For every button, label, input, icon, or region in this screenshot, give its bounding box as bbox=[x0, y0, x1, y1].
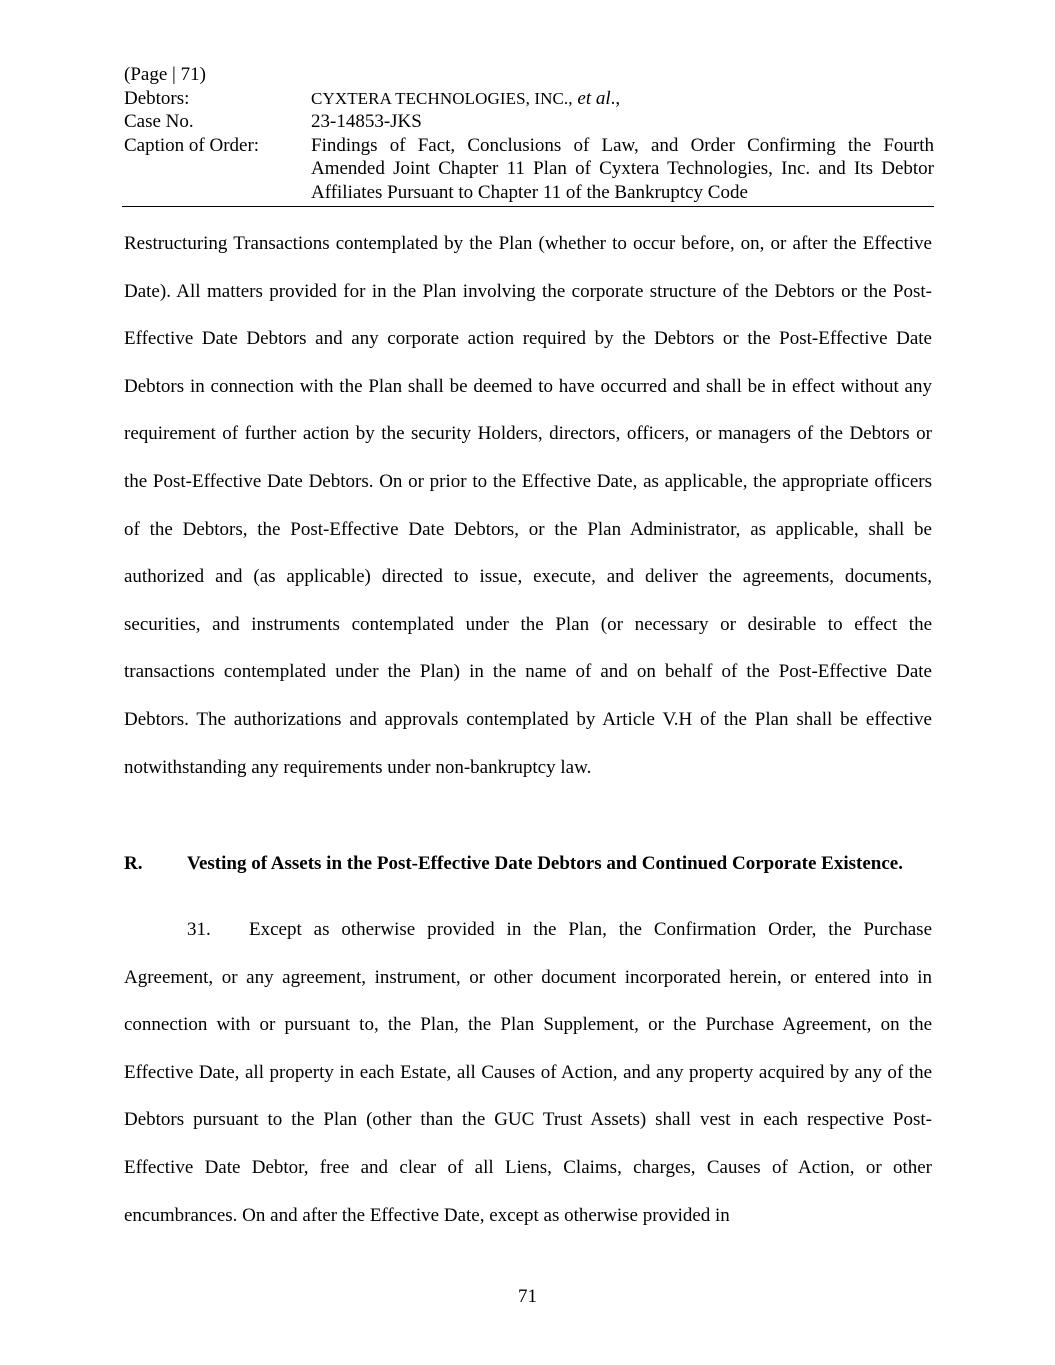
case-value: 23-14853-JKS bbox=[311, 111, 422, 132]
case-label: Case No. bbox=[124, 111, 194, 132]
page-number: 71 bbox=[518, 1286, 537, 1307]
debtors-etal: et al bbox=[577, 87, 611, 109]
header-divider bbox=[122, 206, 934, 207]
caption-label: Caption of Order: bbox=[124, 134, 260, 156]
section-title: Vesting of Assets in the Post-Effective Date Debtors and Continued Corporate Existence. bbox=[187, 853, 903, 874]
body-paragraph-2 bbox=[124, 906, 932, 1239]
case-row bbox=[124, 110, 934, 134]
body-paragraph-1: Restructuring Transactions contemplated by the Plan (whether to occur before, on, or after the Effective Date). All matters provided for in the Plan involving the corporate structure of the Debtors or the Post-Effective Date Debtors and any corporate action required by the Debtors or the Post-Effective Date Debtors in connection with the Plan shall be deemed to have occurred and shall be in effect without any requirement of further action by the security Holders, directors, officers, or managers of the Debtors or the Post-Effective Date Debtors. On or prior to the Effective Date, as applicable, the appropriate officers of the Debtors, the Post-Effective Date Debtors, or the Plan Administrator, as applicable, shall be authorized and (as applicable) directed to issue, execute, and deliver the agreements, documents, securities, and instruments contemplated under the Plan (or necessary or desirable to effect the transactions contemplated under the Plan) in the name of and on behalf of the Post-Effective Date Debtors. The authorizations and approvals contemplated by Article V.H of the Plan shall be effective notwithstanding any requirements under non-bankruptcy law. bbox=[124, 233, 932, 778]
debtors-name: CYXTERA TECHNOLOGIES, INC., bbox=[311, 88, 573, 108]
debtors-label: Debtors: bbox=[124, 87, 190, 109]
debtors-row bbox=[124, 87, 934, 111]
caption-value: Findings of Fact, Conclusions of Law, and Order Confirming the Fourth Amended Joint Chapter 11 Plan of Cyxtera Technologies, Inc. and Its Debtor Affiliates Pursuant to Chapter 11 of the Bankruptcy Code bbox=[311, 134, 934, 203]
paragraph-2-text: Except as otherwise provided in the Plan, the Confirmation Order, the Purchase Agreement, or any agreement, instrument, or other document incorporated herein, or entered into in connection with or pursuant to, the Plan, the Plan Supplement, or the Purchase Agreement, on the Effective Date, all property in each Estate, all Causes of Action, and any property acquired by any of the Debtors pursuant to the Plan (other than the GUC Trust Assets) shall vest in each respective Post-Effective Date Debtor, free and clear of all Liens, Claims, charges, Causes of Action, or other encumbrances. On and after the Effective Date, except as otherwise provided in bbox=[124, 919, 932, 1226]
paragraph-number: 31. bbox=[187, 919, 211, 940]
section-letter: R. bbox=[124, 853, 143, 874]
page-header bbox=[124, 63, 934, 204]
page-label-row bbox=[124, 63, 934, 87]
caption-row bbox=[124, 134, 934, 205]
page-label: (Page | 71) bbox=[124, 64, 206, 85]
debtors-trailing: ., bbox=[610, 87, 621, 109]
debtors-value bbox=[311, 87, 934, 111]
section-heading bbox=[124, 852, 932, 876]
